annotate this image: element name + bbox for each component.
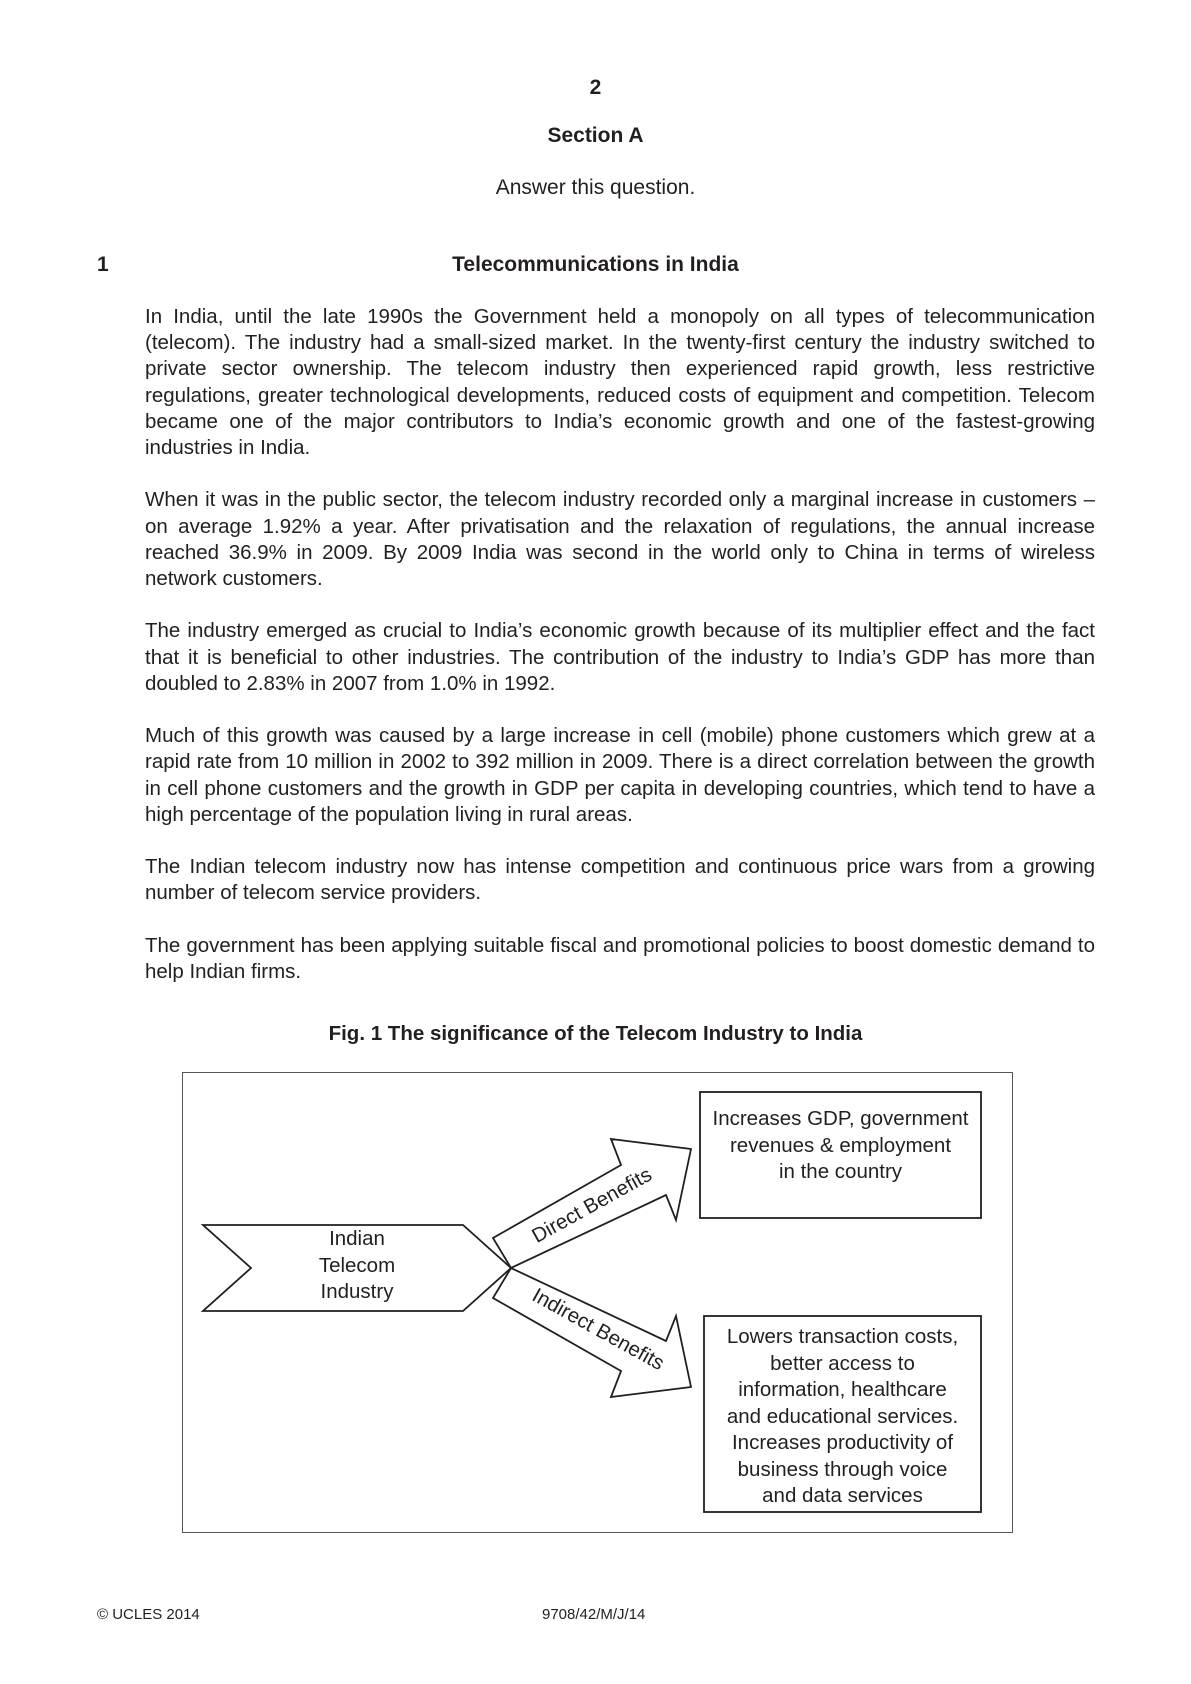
question-title: Telecommunications in India (452, 253, 739, 276)
indirect-box-line: business through voice (737, 1457, 948, 1481)
paragraph: The industry emerged as crucial to India’s economic growth because of its multiplier effect and the fact that it is beneficial to other industries. The contribution of the industry to India’s GDP has more than doubled to 2.83% in 2007 from 1.0% in 1992. (145, 619, 1095, 695)
source-line: Industry (320, 1280, 394, 1303)
figure-diagram (182, 1072, 1013, 1533)
paragraph: The government has been applying suitable fiscal and promotional policies to boost domestic demand to help Indian firms. (145, 933, 1095, 983)
question-number: 1 (97, 253, 109, 276)
source-line: Telecom (318, 1253, 396, 1277)
indirect-box-line: better access to (770, 1351, 915, 1375)
source-text (273, 1226, 441, 1306)
source-line: Indian (329, 1227, 385, 1250)
indirect-box-line: and data services (762, 1484, 923, 1507)
direct-box-line: Increases GDP, government (712, 1107, 969, 1130)
indirect-box-line: Lowers transaction costs, (726, 1325, 959, 1348)
section-title: Section A (547, 124, 644, 147)
direct-benefits-label: Direct Benefits (527, 1162, 656, 1248)
indirect-box-line: information, healthcare (738, 1378, 947, 1401)
direct-box-line: revenues & employment (729, 1133, 952, 1157)
indirect-benefits-label: Indirect Benefits (528, 1283, 669, 1376)
page-number: 2 (589, 76, 602, 99)
indirect-benefit-text (704, 1324, 981, 1510)
paragraph: Much of this growth was caused by a large increase in cell (mobile) phone customers which grew at a rapid rate from 10 million in 2002 to 392 million in 2009. There is a direct correlation between the growth in cell phone customers and the growth in GDP per capita in developing countries, which tend to have a high percentage of the population living in rural areas. (145, 724, 1095, 826)
indirect-box-line: and educational services. (726, 1404, 959, 1428)
footer-code: 9708/42/M/J/14 (542, 1606, 646, 1623)
paragraph: When it was in the public sector, the telecom industry recorded only a marginal increase in customers – on average 1.92% a year. After privatisation and the relaxation of regulations, the annual increase reached 36.9% in 2009. By 2009 India was second in the world only to China in terms of wireless network customers. (145, 488, 1095, 591)
footer-copyright: © UCLES 2014 (97, 1606, 200, 1623)
direct-box-line: in the country (778, 1160, 903, 1183)
direct-benefit-text (700, 1106, 981, 1186)
figure-caption: Fig. 1 The significance of the Telecom Industry to India (328, 1022, 863, 1045)
paragraph: In India, until the late 1990s the Government held a monopoly on all types of telecommunication (telecom). The industry had a small-sized market. In the twenty-first century the industry switched to private sector ownership. The telecom industry then experienced rapid growth, less restrictive regulations, greater technological developments, reduced costs of equipment and competition. Telecom became one of the major contributors to India’s economic growth and one of the fastest-growing industries in India. (145, 305, 1095, 460)
question-body (145, 304, 1095, 1011)
indirect-box-line: Increases productivity of (731, 1431, 954, 1454)
paragraph: The Indian telecom industry now has intense competition and continuous price wars from a growing number of telecom service providers. (145, 855, 1095, 905)
instruction: Answer this question. (495, 176, 696, 199)
